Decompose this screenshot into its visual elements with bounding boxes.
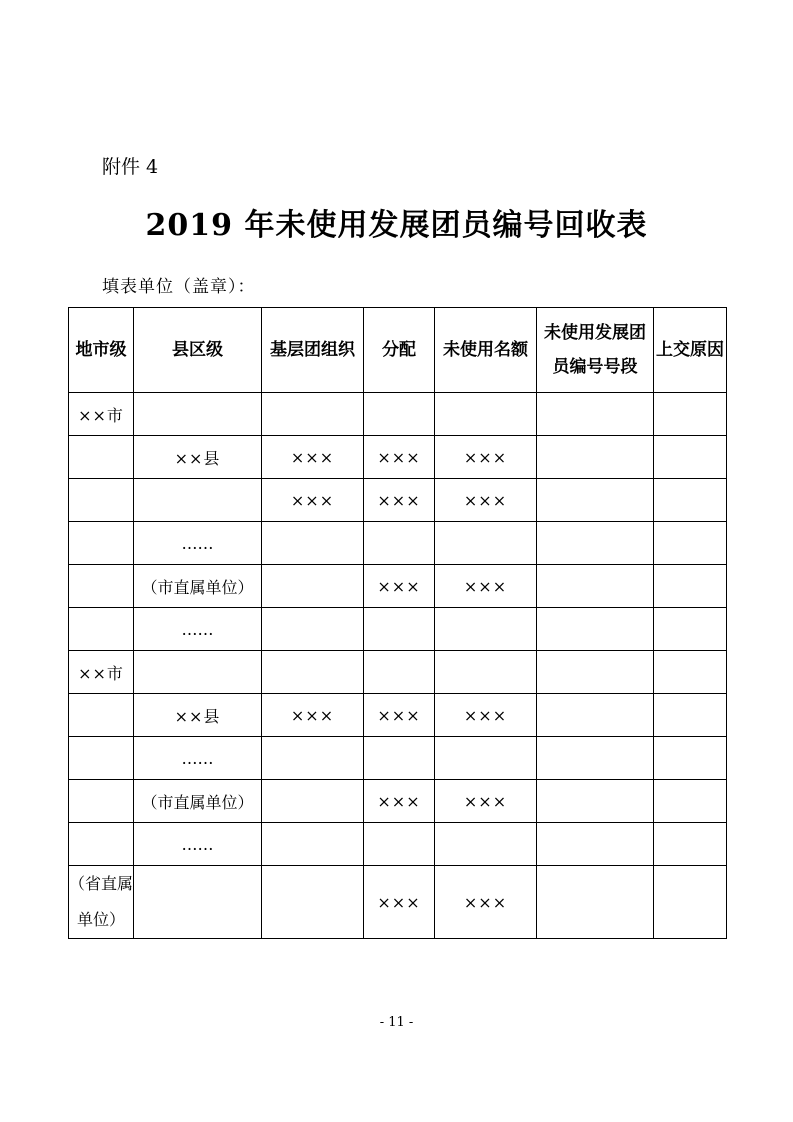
cell-allocation: ××× [364, 436, 435, 479]
cell-allocation: ××× [364, 565, 435, 608]
header-city-level: 地市级 [69, 308, 134, 393]
cell-unused-quota [435, 608, 537, 651]
cell-grassroots-org [262, 737, 364, 780]
cell-city-level [69, 694, 134, 737]
cell-unused-number-range [537, 823, 654, 866]
cell-grassroots-org [262, 823, 364, 866]
table-row [69, 436, 727, 479]
cell-county-level [134, 393, 262, 436]
table-row [69, 780, 727, 823]
attachment-label: 附件 4 [102, 156, 159, 178]
cell-unused-quota: ××× [435, 565, 537, 608]
cell-return-reason [654, 436, 727, 479]
cell-county-level [134, 479, 262, 522]
cell-return-reason [654, 823, 727, 866]
cell-city-level: （省直属单位） [69, 866, 134, 939]
cell-allocation [364, 651, 435, 694]
cell-unused-quota: ××× [435, 694, 537, 737]
cell-city-level [69, 436, 134, 479]
cell-grassroots-org: ××× [262, 436, 364, 479]
cell-county-level: …… [134, 608, 262, 651]
cell-return-reason [654, 479, 727, 522]
cell-unused-quota: ××× [435, 436, 537, 479]
cell-return-reason [654, 393, 727, 436]
cell-city-level [69, 479, 134, 522]
cell-county-level: ××县 [134, 436, 262, 479]
cell-unused-quota [435, 522, 537, 565]
cell-allocation: ××× [364, 780, 435, 823]
recovery-table [68, 307, 727, 939]
cell-city-level [69, 608, 134, 651]
fill-unit-label: 填表单位（盖章）： [102, 277, 256, 297]
cell-unused-number-range [537, 694, 654, 737]
cell-allocation: ××× [364, 694, 435, 737]
cell-county-level: …… [134, 522, 262, 565]
cell-allocation [364, 522, 435, 565]
cell-allocation: ××× [364, 479, 435, 522]
cell-grassroots-org [262, 780, 364, 823]
cell-city-level [69, 565, 134, 608]
header-return-reason: 上交原因 [654, 308, 727, 393]
header-allocation: 分配 [364, 308, 435, 393]
cell-grassroots-org [262, 565, 364, 608]
cell-unused-number-range [537, 479, 654, 522]
cell-city-level [69, 780, 134, 823]
cell-city-level: ××市 [69, 393, 134, 436]
cell-unused-quota: ××× [435, 479, 537, 522]
cell-unused-number-range [537, 608, 654, 651]
cell-city-level [69, 823, 134, 866]
table-row [69, 522, 727, 565]
cell-unused-quota [435, 823, 537, 866]
cell-grassroots-org: ××× [262, 694, 364, 737]
cell-allocation [364, 608, 435, 651]
cell-grassroots-org [262, 522, 364, 565]
cell-county-level: …… [134, 823, 262, 866]
table-header-row [69, 308, 727, 393]
table-row [69, 823, 727, 866]
cell-unused-number-range [537, 436, 654, 479]
table-row [69, 393, 727, 436]
document-title: 2019 年未使用发展团员编号回收表 [145, 208, 648, 243]
cell-unused-number-range [537, 866, 654, 939]
cell-unused-number-range [537, 737, 654, 780]
cell-allocation [364, 737, 435, 780]
cell-return-reason [654, 694, 727, 737]
cell-return-reason [654, 608, 727, 651]
cell-grassroots-org [262, 608, 364, 651]
cell-allocation: ××× [364, 866, 435, 939]
cell-county-level [134, 866, 262, 939]
table-row [69, 479, 727, 522]
cell-unused-number-range [537, 780, 654, 823]
cell-grassroots-org [262, 393, 364, 436]
cell-grassroots-org [262, 651, 364, 694]
cell-return-reason [654, 565, 727, 608]
cell-unused-number-range [537, 651, 654, 694]
header-unused-number-range: 未使用发展团员编号号段 [537, 308, 654, 393]
cell-return-reason [654, 651, 727, 694]
cell-county-level: （市直属单位） [134, 565, 262, 608]
cell-unused-quota [435, 393, 537, 436]
cell-county-level: （市直属单位） [134, 780, 262, 823]
table-row [69, 694, 727, 737]
cell-return-reason [654, 866, 727, 939]
header-county-level: 县区级 [134, 308, 262, 393]
cell-unused-quota [435, 737, 537, 780]
cell-city-level [69, 522, 134, 565]
cell-county-level: …… [134, 737, 262, 780]
header-unused-quota: 未使用名额 [435, 308, 537, 393]
cell-return-reason [654, 522, 727, 565]
cell-unused-number-range [537, 522, 654, 565]
cell-city-level: ××市 [69, 651, 134, 694]
cell-return-reason [654, 737, 727, 780]
table-row [69, 565, 727, 608]
table-row [69, 608, 727, 651]
header-grassroots-org: 基层团组织 [262, 308, 364, 393]
page-number: - 11 - [379, 1015, 414, 1030]
cell-grassroots-org [262, 866, 364, 939]
cell-unused-number-range [537, 393, 654, 436]
cell-allocation [364, 823, 435, 866]
table-row [69, 866, 727, 939]
cell-county-level: ××县 [134, 694, 262, 737]
cell-unused-quota [435, 651, 537, 694]
table-row [69, 651, 727, 694]
cell-unused-quota: ××× [435, 866, 537, 939]
cell-city-level [69, 737, 134, 780]
cell-county-level [134, 651, 262, 694]
cell-unused-number-range [537, 565, 654, 608]
cell-allocation [364, 393, 435, 436]
cell-grassroots-org: ××× [262, 479, 364, 522]
table-row [69, 737, 727, 780]
cell-unused-quota: ××× [435, 780, 537, 823]
cell-return-reason [654, 780, 727, 823]
